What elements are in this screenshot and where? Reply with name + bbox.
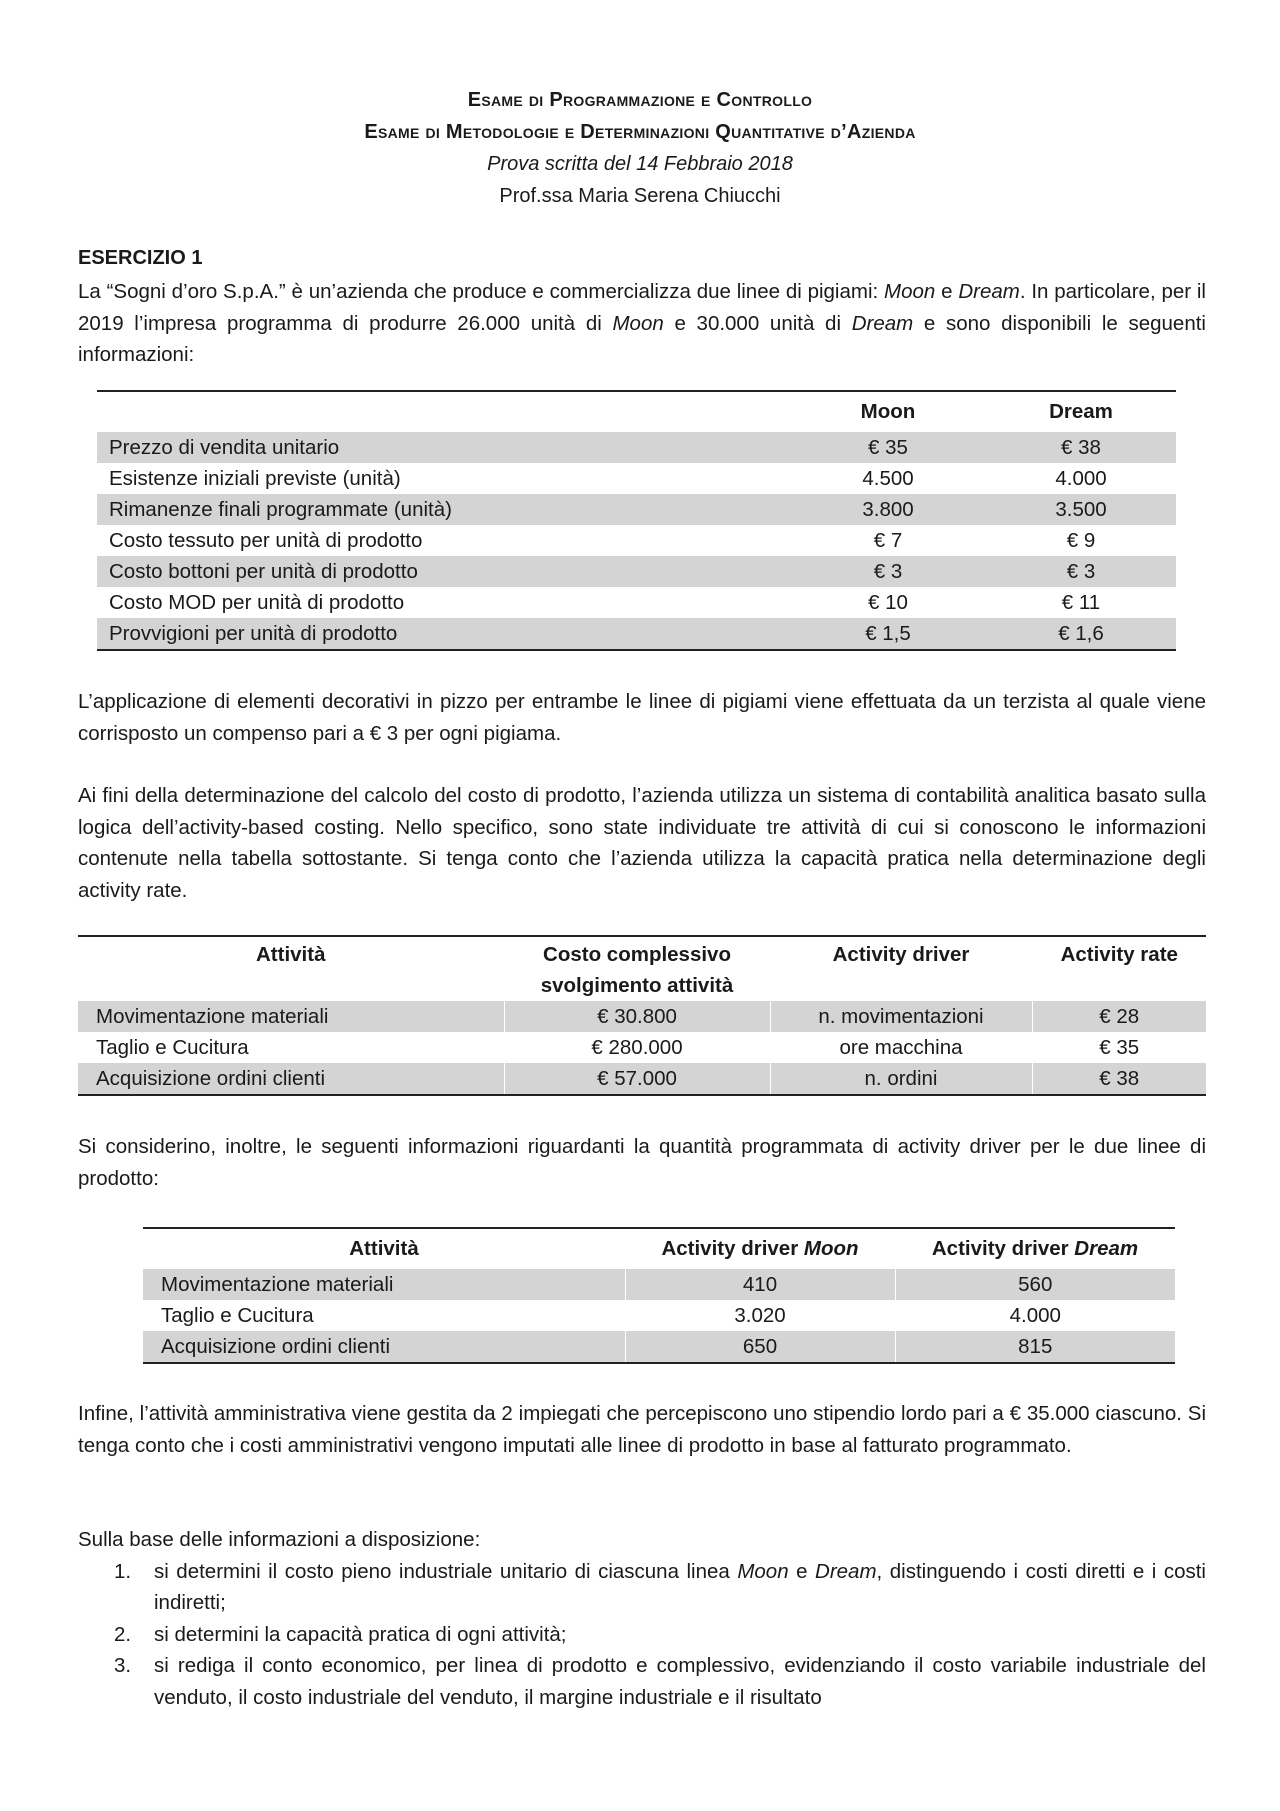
table-cell: € 1,6 [986,618,1176,650]
table-cell: € 9 [1066,529,1096,552]
table-cell: Prezzo di vendita unitario [97,432,790,463]
table-cell: 4.500 [862,467,914,490]
table-row [97,463,1176,494]
table-cell: 650 [625,1331,895,1363]
table-row [97,618,1176,650]
table-cell: € 10 [868,591,908,614]
table-cell: ore macchina [770,1032,1032,1063]
table-cell: € 35 [1032,1032,1206,1063]
table-cell: 410 [625,1269,895,1300]
table-header-cell: Moon [860,400,916,423]
table-cell: Movimentazione materiali [78,1001,504,1032]
table-cell: € 11 [1061,591,1101,614]
activity-table [78,935,1206,1096]
table-row [97,587,1176,618]
table-header-cell [97,391,790,432]
table-row [143,1300,1175,1331]
table-cell: 3.800 [790,494,986,525]
table-header-cell: Costo complessivo svolgimento attività [504,936,770,1001]
table-row [78,1063,1206,1095]
table-cell: Taglio e Cucitura [96,1036,249,1059]
activity-driver-table [143,1227,1175,1364]
table-cell: Provvigioni per unità di prodotto [97,618,790,650]
table-cell: 4.000 [1055,467,1107,490]
table-cell: 4.000 [895,1300,1175,1331]
table-row [97,525,1176,556]
table-cell: n. movimentazioni [770,1001,1032,1032]
exam-title-1: Esame di Programmazione e Controllo [467,89,813,111]
subcontractor-paragraph: L’applicazione di elementi decorativi in pizzo per entrambe le linee di pigiami viene effettuata da un terzista al quale viene corrisposto un compenso pari a € 3 per ogni pigiama. [78,690,1206,745]
table-row [143,1331,1175,1363]
table-header-cell: Activity rate [1032,936,1206,1001]
table-header-cell: Attività [349,1237,419,1260]
questions-list [78,1524,1206,1713]
table-cell: 560 [895,1269,1175,1300]
table-row [143,1269,1175,1300]
list-item: 3. si rediga il conto economico, per linea di prodotto e complessivo, evidenziando il costo variabile industriale del venduto, il costo industriale del venduto, il margine industriale e il risultato [114,1654,1206,1709]
table-cell: Acquisizione ordini clienti [143,1331,625,1363]
intro-paragraph: La “Sogni d’oro S.p.A.” è un’azienda che produce e commercializza due linee di pigiami: Moon e Dream. In particolare, per il 2019 l’impresa programma di produrre 26.000 unità di Moon e 30.000 unità di Dream e sono disponibili le seguenti informazioni: [78,280,1206,366]
table-cell: 3.500 [986,494,1176,525]
table-row [97,494,1176,525]
table-cell: € 3 [790,556,986,587]
table-cell: € 38 [1032,1063,1206,1095]
table-cell: Costo tessuto per unità di prodotto [109,529,423,552]
table-cell: € 280.000 [504,1032,770,1063]
table-cell: € 30.800 [504,1001,770,1032]
table-cell: Taglio e Cucitura [161,1304,314,1327]
table-cell: € 7 [873,529,903,552]
table-cell: Esistenze iniziali previste (unità) [109,467,401,490]
table-cell: € 38 [986,432,1176,463]
table-cell: 3.020 [625,1300,895,1331]
table-cell: 815 [895,1331,1175,1363]
exercise-title: ESERCIZIO 1 [78,247,203,269]
list-item: 2. si determini la capacità pratica di ogni attività; [114,1622,567,1646]
table-cell: € 1,5 [790,618,986,650]
table-row [78,1001,1206,1032]
exam-title-2: Esame di Metodologie e Determinazioni Quantitative d’Azienda [364,121,916,143]
table-cell: € 35 [790,432,986,463]
table-cell: n. ordini [770,1063,1032,1095]
table-header-cell: Attività [256,943,326,966]
exam-header [0,84,1280,212]
table-header-row [97,391,1176,432]
table-cell: Costo bottoni per unità di prodotto [97,556,790,587]
list-item: 1. si determini il costo pieno industriale unitario di ciascuna linea Moon e Dream, distinguendo i costi diretti e i costi indiretti; [114,1559,1206,1614]
product-data-table [97,390,1176,651]
table-cell: € 3 [986,556,1176,587]
table-header-row [78,936,1206,1001]
table-row [97,556,1176,587]
table-cell: Movimentazione materiali [143,1269,625,1300]
table-header-cell: Activity driver Dream [931,1237,1139,1260]
admin-paragraph: Infine, l’attività amministrativa viene gestita da 2 impiegati che percepiscono uno stipendio lordo pari a € 35.000 ciascuno. Si tenga conto che i costi amministrativi vengono imputati alle linee di prodotto in base al fatturato programmato. [78,1402,1206,1457]
table-row [97,432,1176,463]
exam-date: Prova scritta del 14 Febbraio 2018 [487,153,793,175]
table-cell: Costo MOD per unità di prodotto [109,591,405,614]
table-cell: € 28 [1032,1001,1206,1032]
driver-intro-paragraph: Si considerino, inoltre, le seguenti informazioni riguardanti la quantità programmata di activity driver per le due linee di prodotto: [78,1135,1206,1190]
table-header-cell: Activity driver [770,936,1032,1001]
table-cell: Rimanenze finali programmate (unità) [97,494,790,525]
table-header-cell: Dream [1049,400,1113,423]
table-header-row [143,1228,1175,1269]
table-header-cell: Activity driver Moon [661,1237,859,1260]
professor-name: Prof.ssa Maria Serena Chiucchi [499,185,781,207]
table-cell: € 57.000 [504,1063,770,1095]
abc-paragraph: Ai fini della determinazione del calcolo del costo di prodotto, l’azienda utilizza un sistema di contabilità analitica basato sulla logica dell’activity-based costing. Nello specifico, sono state individuate tre attività di cui si conoscono le informazioni contenute nella tabella sottostante. Si tenga conto che l’azienda utilizza la capacità pratica nella determinazione degli activity rate. [78,784,1206,902]
questions-intro: Sulla base delle informazioni a disposizione: [78,1528,481,1551]
table-row [78,1032,1206,1063]
table-cell: Acquisizione ordini clienti [78,1063,504,1095]
